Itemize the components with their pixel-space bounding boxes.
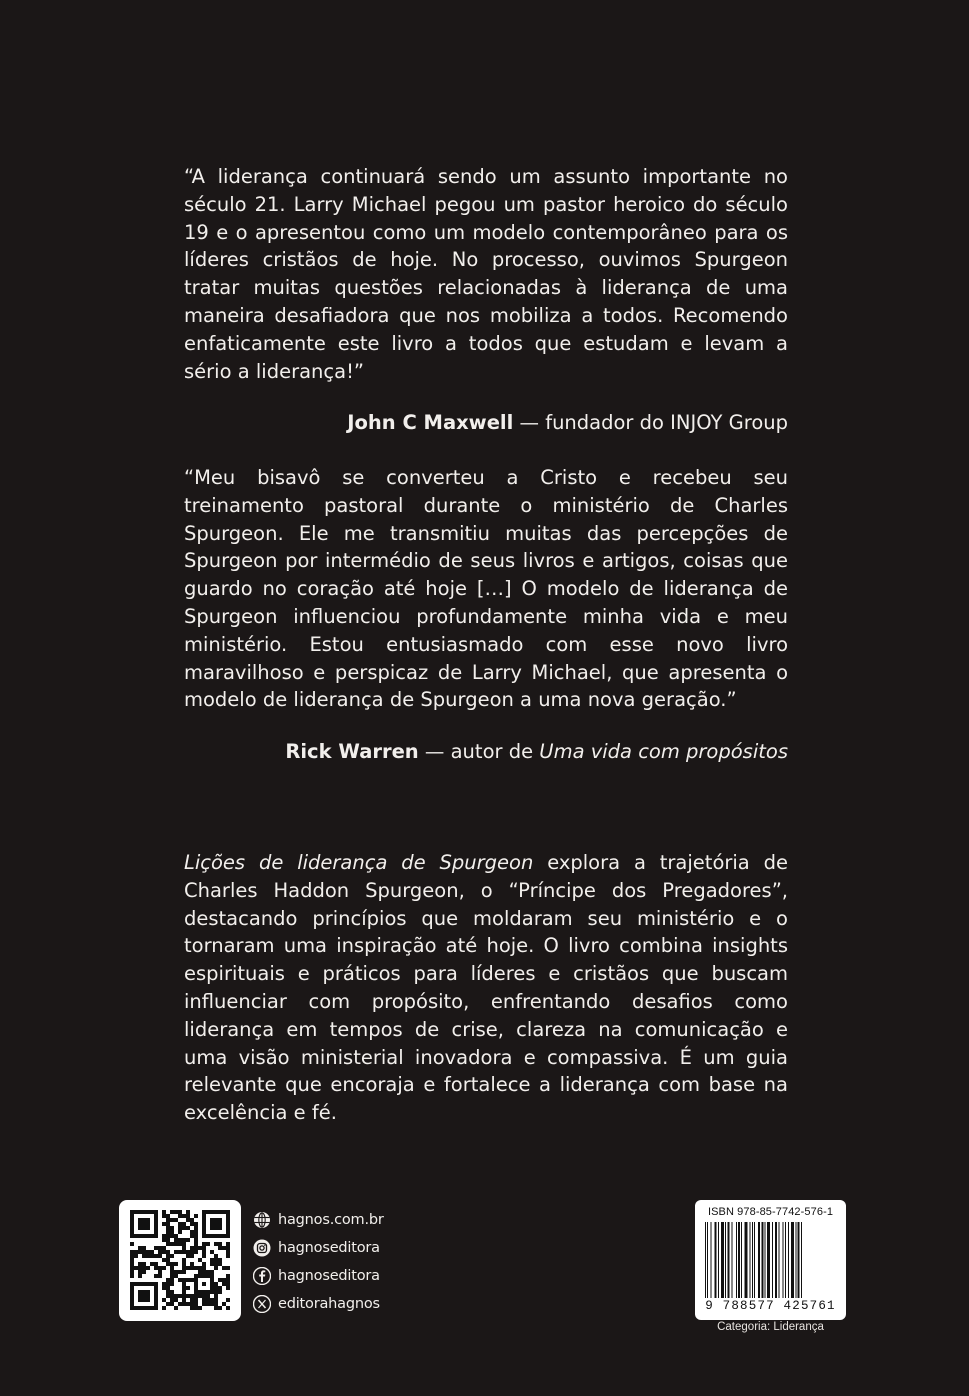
author-role: fundador do INJOY Group xyxy=(545,411,788,434)
attribution-warren xyxy=(184,738,788,766)
social-label: editorahagnos xyxy=(278,1296,380,1312)
facebook-icon xyxy=(253,1267,271,1285)
attribution-dash: — xyxy=(513,411,546,434)
barcode-digits: 9 788577 425761 xyxy=(705,1299,836,1313)
social-links xyxy=(253,1206,453,1318)
book-title: Lições de liderança de Spurgeon xyxy=(184,851,534,874)
qr-code[interactable] xyxy=(119,1200,241,1321)
social-facebook[interactable] xyxy=(253,1262,453,1290)
social-label: hagnoseditora xyxy=(278,1268,380,1284)
social-label: hagnoseditora xyxy=(278,1240,380,1256)
isbn-barcode xyxy=(695,1200,846,1320)
social-website[interactable] xyxy=(253,1206,453,1234)
x-icon xyxy=(253,1295,271,1313)
attribution-dash: — xyxy=(418,740,451,763)
instagram-icon xyxy=(253,1239,271,1257)
qr-code-icon xyxy=(130,1210,230,1310)
description-text: explora a trajetória de Charles Haddon Spurgeon, o “Príncipe dos Pregadores”, destacando princípios que moldaram seu ministério e o tornaram uma inspiração até hoje. O livro combina insights espirituais e práticos para líderes e cristãos que buscam influenciar com propósito, enfrentando desafios como liderança em tempos de crise, clareza na comunicação e uma visão ministerial inovadora e compassiva. É um guia relevante que encoraja e fortalece a liderança com base na excelência e fé. xyxy=(184,851,789,1125)
globe-icon xyxy=(253,1211,271,1229)
quote-text: “A liderança continuará sendo um assunto importante no século 21. Larry Michael pegou um pastor heroico do século 19 e o apresentou como um modelo contemporâneo para os líderes cristãos de hoje. No processo, ouvimos Spurgeon tratar muitas questões relacionadas à liderança de uma maneira desafiadora que nos mobiliza a todos. Recomendo enfaticamente este livro a todos que estudam e levam a sério a liderança!” xyxy=(184,165,788,383)
social-instagram[interactable] xyxy=(253,1234,453,1262)
quote-maxwell xyxy=(184,163,788,385)
attribution-maxwell xyxy=(184,409,788,437)
barcode-icon xyxy=(703,1222,838,1300)
author-name: John C Maxwell xyxy=(347,411,514,434)
social-x[interactable] xyxy=(253,1290,453,1318)
quote-warren xyxy=(184,464,788,714)
book-description xyxy=(184,849,788,1127)
author-name: Rick Warren xyxy=(285,740,419,763)
quote-text: “Meu bisavô se converteu a Cristo e recebeu seu treinamento pastoral durante o ministério de Charles Spurgeon. Ele me transmitiu muitas das percepções de Spurgeon por intermédio de seus livros e artigos, coisas que guardo no coração até hoje […] O modelo de liderança de Spurgeon influenciou profundamente minha vida e meu ministério. Estou entusiasmado com esse novo livro maravilhoso e perspicaz de Larry Michael, que apresenta o modelo de liderança de Spurgeon a uma nova geração.” xyxy=(184,466,788,712)
author-role: autor de xyxy=(450,740,540,763)
social-label: hagnos.com.br xyxy=(278,1212,384,1228)
book-title: Uma vida com propósitos xyxy=(539,740,788,763)
isbn-label: ISBN 978-85-7742-576-1 xyxy=(707,1206,834,1218)
category-label: Categoria: Liderança xyxy=(717,1321,824,1333)
